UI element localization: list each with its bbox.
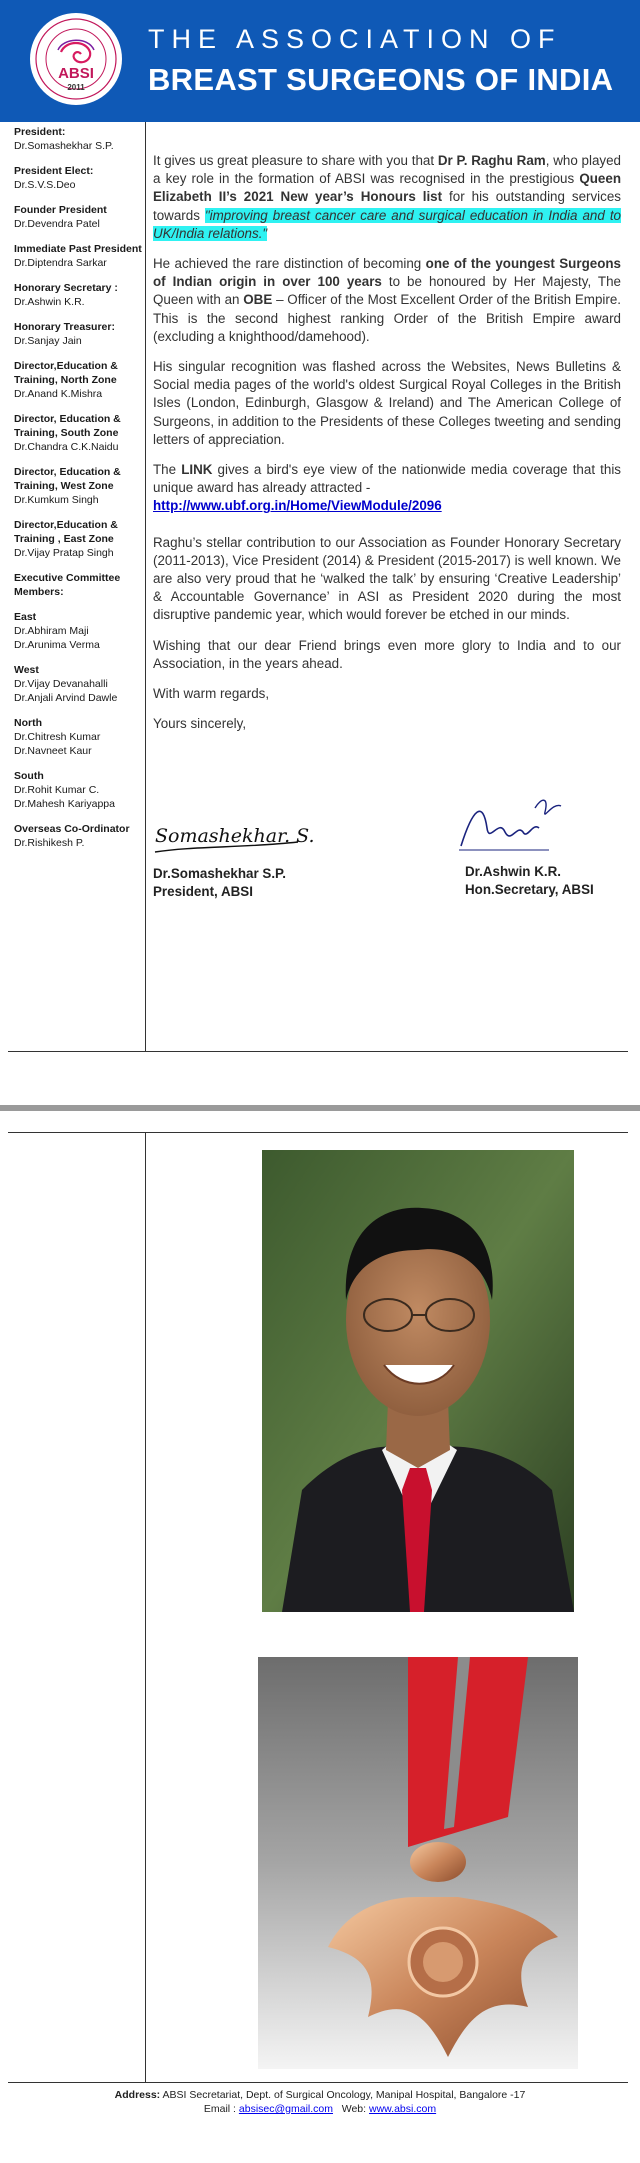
media-coverage-link[interactable]: http://www.ubf.org.in/Home/ViewModule/2096: [153, 498, 442, 514]
sidebar-role-label: Director, Education & Training, South Zone: [14, 413, 121, 439]
sidebar-member-name: Dr.Anand K.Mishra: [14, 388, 103, 400]
honoree-name: Dr P. Raghu Ram: [437, 153, 546, 168]
citation-highlight: "improving breast cancer care and surgical education in India and to UK/India relations.": [153, 207, 621, 241]
portrait-photo: [262, 1150, 574, 1612]
text: , who played a key role in the formation of ABSI was recognised in the prestigious: [153, 153, 621, 187]
text: – Officer of the Most Excellent Order of the British Empire. This is the second highest ranking Order of the British Empire award (excluding a knighthood/damehood).: [153, 292, 622, 344]
sidebar-group: [14, 125, 144, 153]
sidebar-group: [14, 320, 144, 348]
sidebar-member-name: Dr.Rishikesh P.: [14, 837, 85, 849]
sidebar-group: [14, 203, 144, 231]
sidebar-member-name: Dr.Rohit Kumar C.: [14, 784, 100, 796]
link-word: LINK: [181, 462, 213, 478]
signatory-title-left: President, ABSI: [153, 884, 253, 899]
sidebar-group: [14, 518, 144, 560]
website-link[interactable]: www.absi.com: [369, 2103, 437, 2115]
footer-address-line: [0, 2088, 640, 2102]
page-bottom-rule: [8, 1051, 628, 1052]
text: for his outstanding services towards: [153, 189, 621, 223]
text: The: [153, 462, 182, 478]
sidebar-member-name: Dr.Vijay Pratap Singh: [14, 547, 114, 559]
paragraph-8: Yours sincerely,: [153, 716, 247, 732]
page2-column-divider: [145, 1132, 146, 2082]
page-separator: [0, 1105, 640, 1111]
header-title-line2: BREAST SURGEONS OF INDIA: [148, 62, 614, 97]
sidebar-group: [14, 164, 144, 192]
sidebar-role-label: Honorary Treasurer:: [14, 321, 115, 333]
signature-left: [153, 812, 313, 901]
sidebar-role-label: President Elect:: [14, 165, 94, 177]
sidebar-role-label: President:: [14, 126, 66, 138]
sidebar-role-label: Executive Committee Members:: [14, 572, 121, 598]
paragraph-7: With warm regards,: [153, 686, 270, 702]
text: He achieved the rare distinction of becoming: [153, 256, 426, 272]
sidebar-group: [14, 716, 144, 758]
text: gives a bird's eye view of the nationwide media coverage that this unique award has already attracted -: [153, 462, 621, 496]
page2-top-rule: [8, 1132, 628, 1133]
sidebar-member-name: Dr.Ashwin K.R.: [14, 296, 85, 308]
paragraph-4: [153, 461, 621, 516]
sidebar-role-label: North: [14, 717, 42, 729]
sidebar-member-name: Dr.Abhiram Maji: [14, 625, 89, 637]
address-text: ABSI Secretariat, Dept. of Surgical Oncology, Manipal Hospital, Bangalore -17: [160, 2089, 526, 2101]
signature-ashwin-image: [453, 788, 573, 858]
sidebar-role-label: Director,Education & Training , East Zone: [14, 519, 118, 545]
honours-list-name: Queen Elizabeth II’s 2021 New year’s Honours list: [153, 171, 621, 205]
sidebar-group: [14, 359, 144, 401]
sidebar-role-label: East: [14, 611, 37, 623]
paragraph-1: [153, 152, 621, 243]
sidebar-member-name: Dr.Vijay Devanahalli: [14, 678, 108, 690]
sidebar-role-label: Director,Education & Training, North Zone: [14, 360, 118, 386]
absi-logo: [28, 10, 124, 108]
sidebar-role-label: Overseas Co-Ordinator: [14, 823, 130, 835]
text: It gives us great pleasure to share with you that: [153, 153, 438, 168]
sidebar-member-name: Dr.Navneet Kaur: [14, 745, 92, 757]
signature-somashekhar-image: [153, 812, 313, 860]
letter-body: [153, 152, 621, 745]
column-divider: [145, 122, 146, 1052]
sidebar-member-name: Dr.Diptendra Sarkar: [14, 257, 107, 269]
sidebar-role-label: Immediate Past President: [14, 243, 142, 255]
sidebar-member-name: Dr.Chitresh Kumar: [14, 731, 101, 743]
sidebar-group: [14, 242, 144, 270]
sidebar-member-name: Dr.Sanjay Jain: [14, 335, 82, 347]
sidebar-group: [14, 465, 144, 507]
sidebar-member-name: Dr.Somashekhar S.P.: [14, 140, 114, 152]
signatory-name-left: Dr.Somashekhar S.P.: [153, 866, 286, 881]
email-link[interactable]: absisec@gmail.com: [238, 2103, 333, 2115]
signatory-name-right: Dr.Ashwin K.R.: [465, 864, 561, 879]
sidebar-group: [14, 412, 144, 454]
text: to be honoured by Her Majesty, The Queen with an: [153, 274, 622, 308]
sidebar-member-name: Dr.Devendra Patel: [14, 218, 100, 230]
address-label: Address:: [114, 2089, 161, 2101]
sidebar-group: [14, 663, 144, 705]
signature-right: [453, 788, 594, 899]
sidebar-member-name: Dr.Arunima Verma: [14, 639, 100, 651]
sidebar-member-name: Dr.S.V.S.Deo: [14, 179, 76, 191]
sidebar-member-name: Dr.Chandra C.K.Naidu: [14, 441, 119, 453]
distinction-text: one of the youngest Surgeons of Indian origin in over 100 years: [153, 256, 621, 290]
sidebar-role-label: West: [14, 664, 39, 676]
sidebar-member-name: Dr.Mahesh Kariyappa: [14, 798, 115, 810]
page-header: [0, 0, 640, 122]
logo-absi-text: ABSI: [58, 65, 94, 82]
signatory-title-right: Hon.Secretary, ABSI: [465, 882, 594, 897]
sidebar-group: [14, 610, 144, 652]
sidebar-group: [14, 571, 144, 599]
logo-year-text: 2011: [67, 83, 85, 92]
sidebar-role-label: South: [14, 770, 44, 782]
paragraph-5: Raghu’s stellar contribution to our Association as Founder Honorary Secretary (2011-2013), Vice President (2014) & President (2015-2017) is well known. We are also very proud that he ‘walked the talk’ by ensuring ‘Creative Leadership’ & Accountable Governance’ in ASI as President 2020 during the most disruptive pandemic year, which would forever be etched in our minds.: [153, 534, 621, 623]
sidebar-member-name: Dr.Kumkum Singh: [14, 494, 99, 506]
signature-script: Somashekhar. S.P: [155, 825, 313, 847]
sidebar-role-label: Director, Education & Training, West Zone: [14, 466, 121, 492]
obe-medal-photo: [258, 1657, 578, 2069]
paragraph-3: His singular recognition was flashed across the Websites, News Bulletins & Social media pages of the world's oldest Surgical Royal Colleges in the British Isles (London, Edinburgh, Glasgow & Ireland) and The American College of Surgeons, in addition to the Presidents of these Colleges tweeting and sending letters of appreciation.: [153, 359, 621, 447]
sidebar-role-label: Honorary Secretary :: [14, 282, 118, 294]
header-title-line1: THE ASSOCIATION OF: [148, 24, 562, 54]
sidebar-group: [14, 769, 144, 811]
page2-bottom-rule: [8, 2082, 628, 2083]
sidebar-group: [14, 822, 144, 850]
sidebar-group: [14, 281, 144, 309]
email-label: Email :: [203, 2103, 239, 2115]
web-label: Web:: [333, 2103, 369, 2115]
paragraph-6: Wishing that our dear Friend brings even more glory to India and to our Association, in the years ahead.: [153, 637, 621, 671]
paragraph-2: [153, 255, 621, 346]
sidebar-member-name: Dr.Anjali Arvind Dawle: [14, 692, 118, 704]
footer-contact-line: [0, 2102, 640, 2116]
sidebar-role-label: Founder President: [14, 204, 107, 216]
obe-text: OBE: [243, 292, 273, 308]
footer: [0, 2088, 640, 2116]
officers-sidebar: [14, 125, 144, 861]
